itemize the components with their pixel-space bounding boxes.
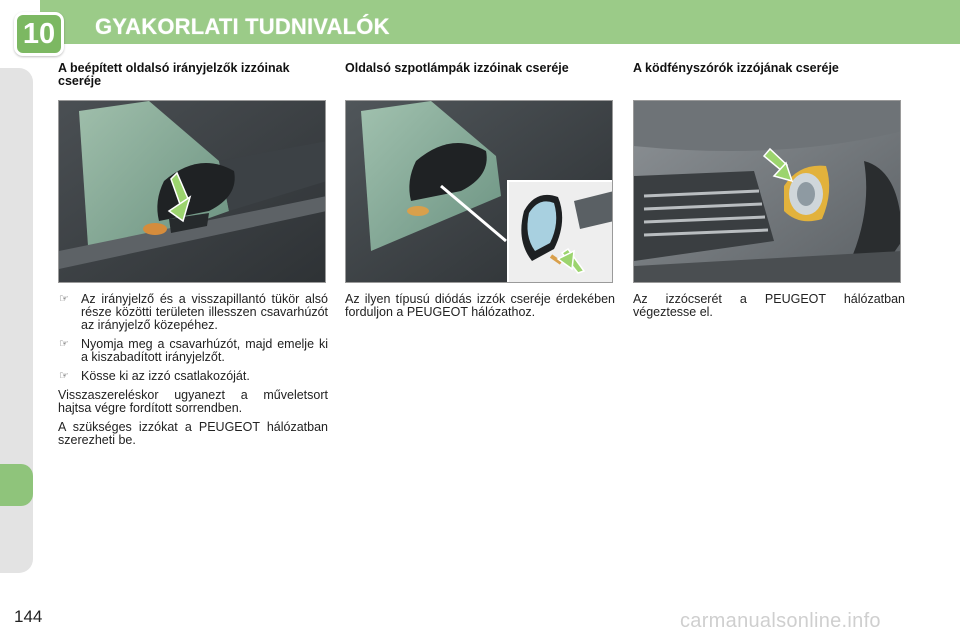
page-title: GYAKORLATI TUDNIVALÓK (95, 14, 390, 39)
section-body (633, 293, 905, 319)
paragraph: Visszaszereléskor ugyanezt a műveletsort hajtsa végre fordított sorrendben. (58, 388, 328, 415)
pointing-hand-icon: ☞ (59, 370, 69, 382)
chapter-badge: 10 (14, 12, 64, 56)
paragraph: A szükséges izzókat a PEUGEOT hálózatban szerezheti be. (58, 420, 328, 447)
section-body (345, 293, 615, 319)
page-number: 144 (14, 607, 43, 626)
spotlamp-photo (345, 100, 613, 283)
section-fog-lamps (633, 62, 905, 325)
instruction-step (58, 370, 328, 383)
section-body (58, 293, 328, 447)
chapter-side-tab (0, 464, 33, 506)
step-text: Kösse ki az izzó csatlakozóját. (81, 369, 250, 383)
section-title: A beépített oldalsó irányjelzők izzóinak cseréje (58, 61, 290, 88)
instruction-step (58, 293, 328, 332)
section-side-spotlamps (345, 62, 615, 325)
section-title: Oldalsó szpotlámpák izzóinak cseréje (345, 61, 569, 75)
foglamp-photo (633, 100, 901, 283)
step-text: Az irányjelző és a visszapillantó tükör alsó része közötti területen illesszen csavarhúzót az irányjelző közepéhez. (81, 292, 328, 332)
paragraph: Az izzócserét a PEUGEOT hálózatban végeztesse el. (633, 292, 905, 319)
paragraph: Az ilyen típusú diódás izzók cseréje érdekében forduljon a PEUGEOT hálózathoz. (345, 292, 615, 319)
section-title: A ködfényszórók izzójának cseréje (633, 61, 839, 75)
watermark: carmanualsonline.info (680, 610, 881, 632)
pointing-hand-icon: ☞ (59, 293, 69, 305)
section-side-indicators (58, 62, 328, 453)
pointing-hand-icon: ☞ (59, 338, 69, 350)
instruction-step (58, 338, 328, 364)
step-text: Nyomja meg a csavarhúzót, majd emelje ki a kiszabadított irányjelzőt. (81, 337, 328, 364)
mirror-indicator-photo (58, 100, 326, 283)
